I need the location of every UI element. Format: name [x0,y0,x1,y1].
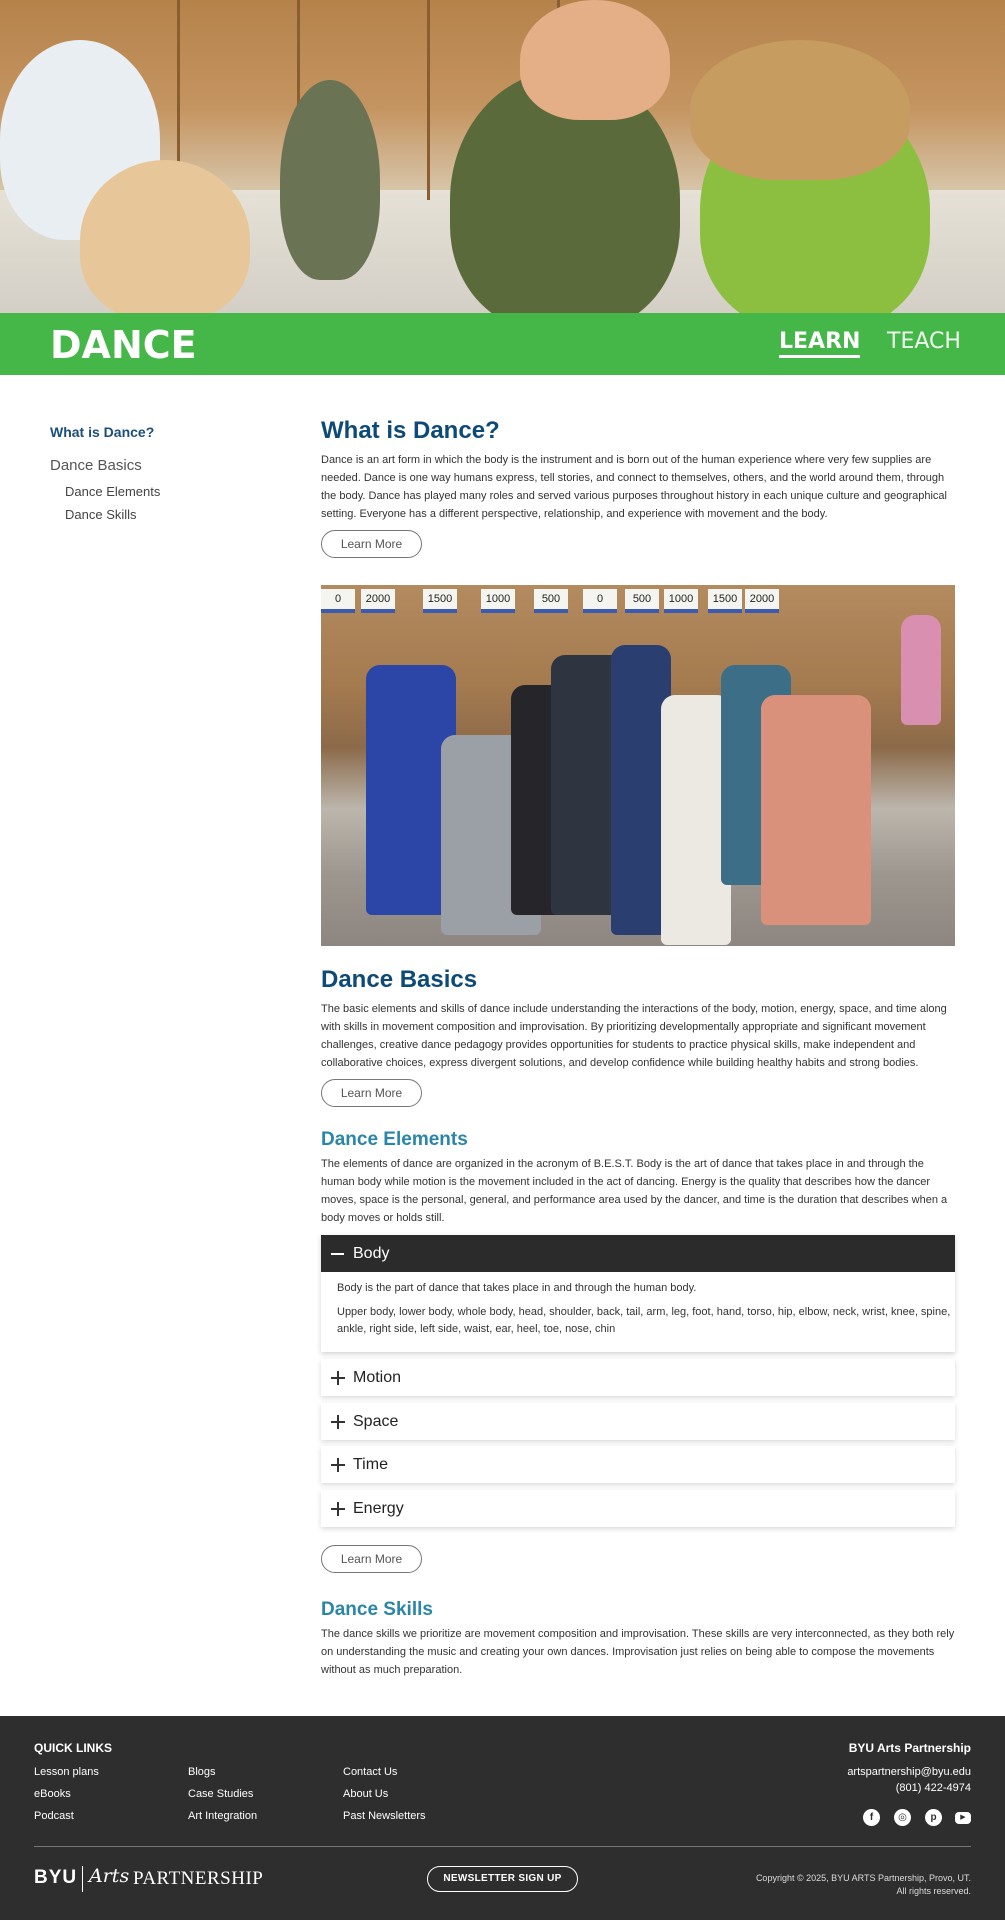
accordion-text: Body is the part of dance that takes place in and through the human body. [337,1282,697,1294]
site-title[interactable]: DANCE [50,323,197,367]
section-text-dance-skills: The dance skills we prioritize are movement composition and improvisation. These skills are very interconnected, as they both rely on understanding the music and creating your own dances. Improvisation just relies on being able to compose the movements without as much preparation. [321,1628,955,1676]
classroom-photo [321,585,955,946]
footer-link-ebooks[interactable]: eBooks [34,1788,71,1800]
footer-link-art-integration[interactable]: Art Integration [188,1810,258,1822]
accordion-label: Time [353,1456,388,1473]
nav-teach[interactable]: TEACH [887,329,961,354]
footer-link-case-studies[interactable]: Case Studies [188,1788,254,1800]
learn-more-button[interactable]: Learn More [321,1079,422,1107]
footer-divider [34,1846,971,1847]
accordion-content-body [321,1272,955,1338]
accordion-item-space[interactable] [321,1403,955,1440]
facebook-icon[interactable]: f [863,1809,880,1826]
quick-links-title: QUICK LINKS [34,1741,112,1755]
copyright [711,1872,971,1898]
instagram-icon[interactable]: ◎ [894,1809,911,1826]
learn-more-button[interactable]: Learn More [321,530,422,558]
number-card: 0 [583,589,617,613]
accordion-item-time[interactable] [321,1446,955,1483]
accordion-label: Space [353,1413,399,1430]
number-card: 2000 [361,589,395,613]
logo-divider [82,1866,83,1892]
site-header [0,313,1005,375]
site-footer [0,1716,1005,1920]
sidebar-item-dance-skills[interactable]: Dance Skills [65,507,137,522]
footer-link-past-newsletters[interactable]: Past Newsletters [343,1810,426,1822]
hero-child [280,80,380,280]
section-text-dance-elements: The elements of dance are organized in the acronym of B.E.S.T. Body is the art of dance that takes place in and through the human body while motion is the movement included in the act of dancing. Energy is the quality that describes how the dancer moves, space is the personal, general, and performance area used by the dancer, and time is the duration that describes when a body moves or holds still. [321,1158,948,1224]
accordion-item-motion[interactable] [321,1359,955,1396]
sidebar-item-dance-elements[interactable]: Dance Elements [65,484,161,499]
arts-logo[interactable]: Arts [89,1865,130,1887]
accordion-header-body[interactable] [321,1235,955,1272]
student-figure [761,695,871,925]
pinterest-icon[interactable]: p [925,1809,942,1826]
section-text-dance-basics: The basic elements and skills of dance include understanding the interactions of the body, motion, energy, space, and time along with skills in movement composition and improvisation. By prioritizing developmentally appropriate and significant movement challenges, creative dance pedagogy provides opportunities for students to practice physical skills, make independent and collaborative choices, express divergent solutions, and develop confidence while building healthy habits and strong bodies. [321,1003,947,1069]
section-title-dance-basics: Dance Basics [321,966,478,993]
accordion-label: Energy [353,1500,404,1517]
footer-email[interactable]: artspartnership@byu.edu [847,1766,971,1778]
section-title-dance-skills: Dance Skills [321,1599,433,1620]
nav-learn[interactable]: LEARN [779,329,860,358]
section-title-what-is-dance: What is Dance? [321,417,500,444]
number-card: 0 [321,589,355,613]
learn-more-wrapper [321,1079,955,1107]
accordion-item-energy[interactable] [321,1490,955,1527]
section-title-dance-elements: Dance Elements [321,1129,468,1150]
number-card: 1500 [708,589,742,613]
plus-icon [331,1502,345,1516]
byu-logo[interactable]: BYU [34,1867,78,1888]
accordion-item-body [321,1235,955,1352]
accordion-text: Upper body, lower body, whole body, head, shoulder, back, tail, arm, leg, foot, hand, torso, hip, elbow, neck, wrist, knee, spine, ankle, right side, left side, waist, ear, heel, toe, nose, chin [337,1306,951,1335]
number-card: 500 [625,589,659,613]
footer-org-name: BYU Arts Partnership [848,1741,971,1755]
partnership-logo[interactable]: PARTNERSHIP [133,1868,264,1889]
minus-icon [331,1253,344,1255]
learn-more-wrapper [321,530,955,558]
footer-link-about-us[interactable]: About Us [343,1788,389,1800]
accordion-label: Body [353,1245,390,1262]
newsletter-signup-button[interactable]: NEWSLETTER SIGN UP [427,1866,578,1892]
classroom-poster [901,615,941,725]
number-card: 1000 [481,589,515,613]
learn-more-wrapper [321,1545,955,1573]
number-card: 1500 [423,589,457,613]
section-text-what-is-dance: Dance is an art form in which the body is the instrument and is born out of the human experience where very few supplies are needed. Dance is one way humans express, tell stories, and connect to themselves, others, and the world around them, through the body. Dance has played many roles and served various purposes throughout history in each unique culture and geographical setting. Everyone has a different perspective, relationship, and experience with movement and the body. [321,454,947,520]
learn-more-button[interactable]: Learn More [321,1545,422,1573]
accordion-label: Motion [353,1369,402,1386]
footer-link-contact-us[interactable]: Contact Us [343,1766,398,1778]
footer-phone: (801) 422-4974 [895,1782,971,1794]
sidebar-item-dance-basics[interactable]: Dance Basics [50,457,142,474]
number-card: 500 [534,589,568,613]
footer-link-lesson-plans[interactable]: Lesson plans [34,1766,99,1778]
plus-icon [331,1371,345,1385]
number-card: 2000 [745,589,779,613]
plus-icon [331,1415,345,1429]
hero-child [80,160,250,313]
youtube-icon[interactable]: ▶ [955,1812,971,1824]
hero-child [690,40,910,180]
hero-child [520,0,670,120]
copyright-line: All rights reserved. [896,1886,971,1896]
number-card: 1000 [664,589,698,613]
copyright-line: Copyright © 2025, BYU ARTS Partnership, Provo, UT. [755,1873,971,1883]
sidebar-item-what-is-dance[interactable]: What is Dance? [50,424,155,440]
hero-image [0,0,1005,313]
footer-link-podcast[interactable]: Podcast [34,1810,74,1822]
plus-icon [331,1458,345,1472]
footer-link-blogs[interactable]: Blogs [188,1766,216,1778]
